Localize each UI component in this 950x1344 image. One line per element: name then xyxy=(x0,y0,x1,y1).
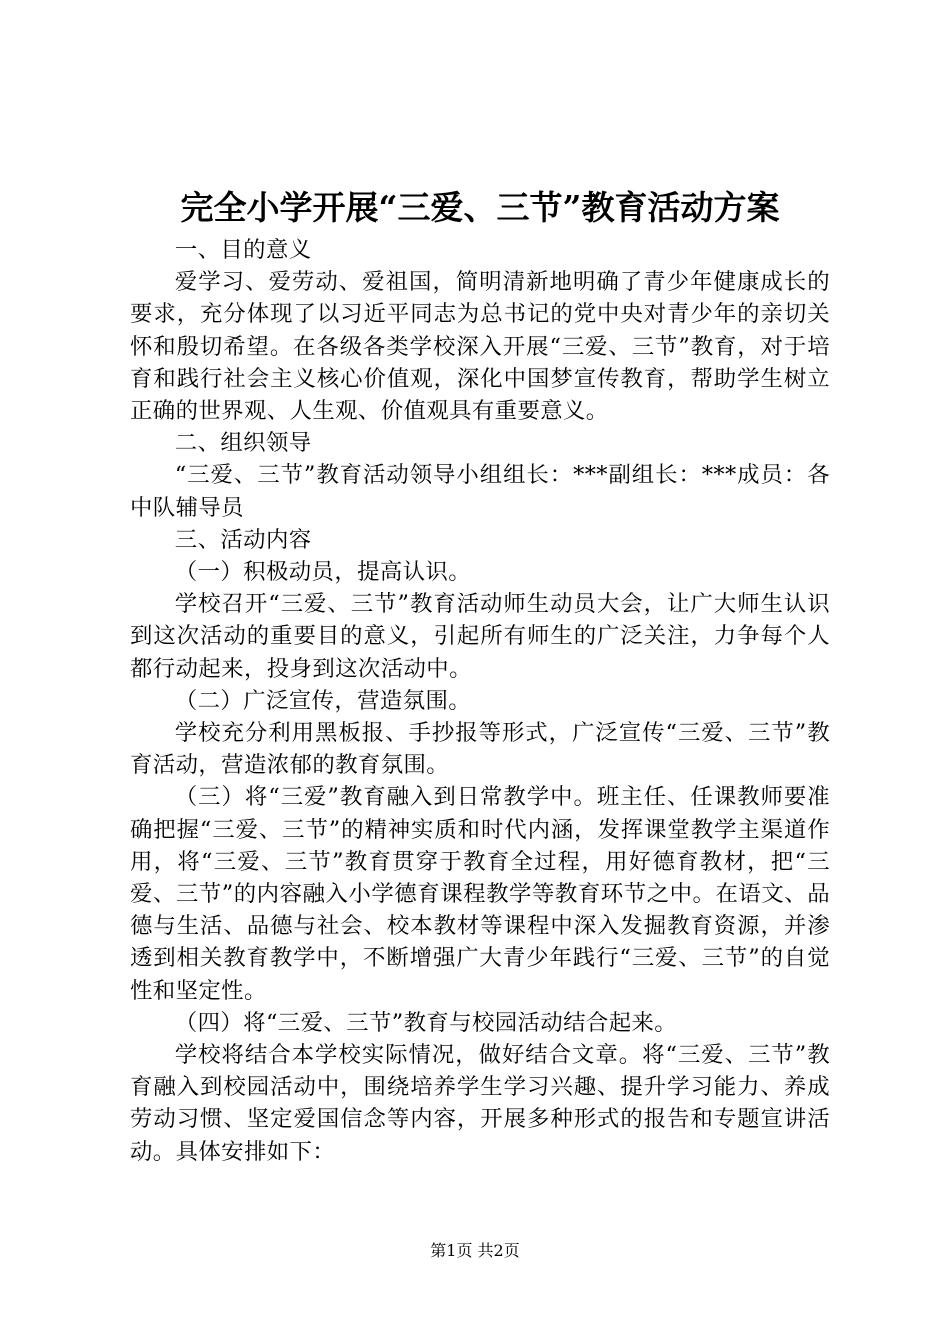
page-footer: 第1页 共2页 xyxy=(430,1241,520,1260)
paragraph-campus-activities: 学校将结合本学校实际情况，做好结合文章。将“三爱、三节”教育融入到校园活动中，围绕培养学生学习兴趣、提升学习能力、养成劳动习惯、坚定爱国信念等内容，开展多种形式的报告和专题宣讲活动。具体安排如下： xyxy=(130,1042,830,1165)
paragraph-teaching: （三）将“三爱”教育融入到日常教学中。班主任、任课教师要准确把握“三爱、三节”的精神实质和时代内涵，发挥课堂教学主渠道作用，将“三爱、三节”教育贯穿于教育全过程，用好德育教材，把“三爱、三节”的内容融入小学德育课程教学等教育环节之中。在语文、品德与生活、品德与社会、校本教材等课程中深入发掘教育资源，并渗透到相关教育教学中，不断增强广大青少年践行“三爱、三节”的自觉性和坚定性。 xyxy=(130,784,830,1004)
subheading-publicity: （二）广泛宣传，营造氛围。 xyxy=(174,687,472,714)
paragraph-publicity: 学校充分利用黑板报、手抄报等形式，广泛宣传“三爱、三节”教育活动，营造浓郁的教育氛围。 xyxy=(130,720,830,779)
document-title: 完全小学开展“三爱、三节”教育活动方案 xyxy=(180,188,780,227)
section-heading-activities: 三、活动内容 xyxy=(174,526,312,553)
paragraph-purpose: 爱学习、爱劳动、爱祖国，简明清新地明确了青少年健康成长的要求，充分体现了以习近平同志为总书记的党中央对青少年的亲切关怀和殷切希望。在各级各类学校深入开展“三爱、三节”教育，对于培育和践行社会主义核心价值观，深化中国梦宣传教育，帮助学生树立正确的世界观、人生观、价值观具有重要意义。 xyxy=(130,269,830,425)
subheading-mobilize: （一）积极动员，提高认识。 xyxy=(174,559,472,586)
document-page xyxy=(130,184,830,1168)
subheading-campus-activities: （四）将“三爱、三节”教育与校园活动结合起来。 xyxy=(174,1009,678,1036)
paragraph-organization: “三爱、三节”教育活动领导小组组长：***副组长：***成员：各中队辅导员 xyxy=(130,462,830,521)
section-heading-organization: 二、组织领导 xyxy=(174,430,312,457)
paragraph-mobilize: 学校召开“三爱、三节”教育活动师生动员大会，让广大师生认识到这次活动的重要目的意义，引起所有师生的广泛关注，力争每个人都行动起来，投身到这次活动中。 xyxy=(130,591,830,682)
section-heading-purpose: 一、目的意义 xyxy=(174,237,312,263)
